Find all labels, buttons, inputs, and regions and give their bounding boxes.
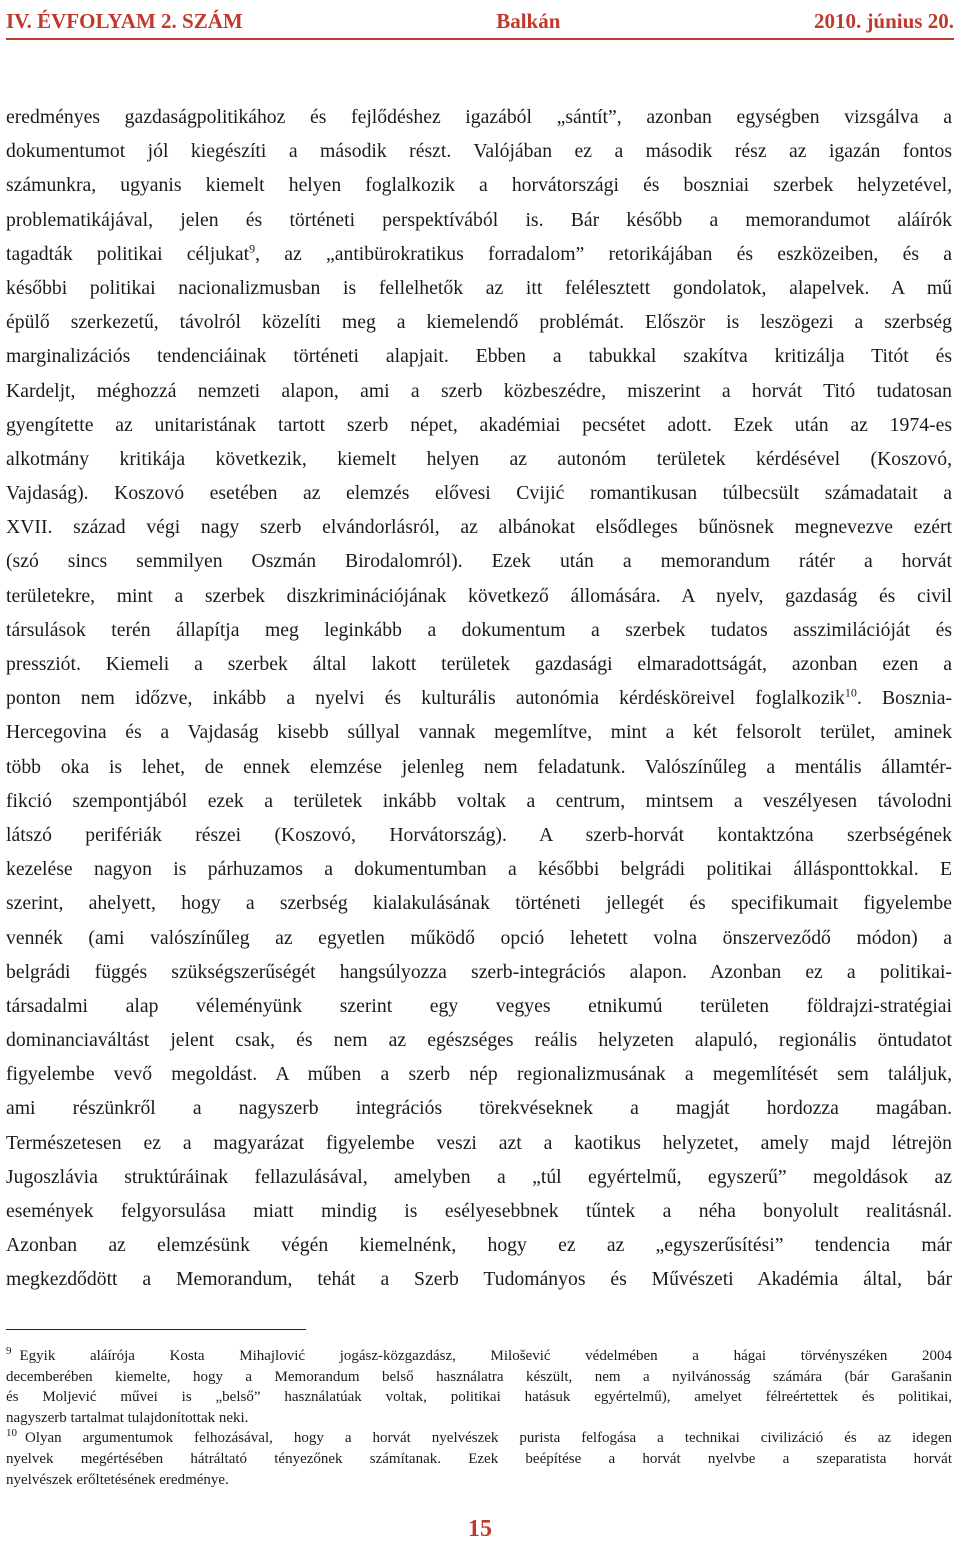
body-line: Hercegovina és a Vajdaság kisebb súllyal vannak megemlítve, mint a két felsorolt terület, aminek bbox=[6, 721, 952, 744]
body-text-fragment: . Bosznia- bbox=[856, 687, 953, 710]
footnote-line bbox=[6, 1449, 952, 1470]
body-text-fragment: ponton nem időzve, inkább a nyelvi és kulturális autonómia kérdésköreivel foglalkozik bbox=[6, 687, 845, 710]
section-label: Balkán bbox=[496, 8, 561, 33]
body-line: vennék (ami valószínűleg az egyetlen működő opció lehetett volna önszerveződő módon) a bbox=[6, 926, 952, 949]
body-line: területekre, mint a szerbek diszkriminációjának következő állomására. A nyelv, gazdaság és civil bbox=[6, 584, 952, 607]
body-line: problematikájával, jelen és történeti perspektívából is. Bár később a memorandumot aláírók bbox=[6, 208, 952, 231]
body-line: épülő szerkezetű, távolról közelíti meg a kiemelendő problémát. Először is leszögezi a szerbség bbox=[6, 311, 952, 334]
body-line: társadalmi alap véleményünk szerint egy vegyes etnikumú területen földrajzi-stratégiai bbox=[6, 994, 952, 1017]
body-line: több oka is lehet, de ennek elemzése jelenleg nem feladatunk. Valószínűleg a mentális államtér- bbox=[6, 755, 952, 778]
body-line: Vajdaság). Koszovó esetében az elemzés elővesi Cvijić romantikusan túlbecsült számadatait a bbox=[6, 482, 952, 505]
footnotes bbox=[6, 1346, 952, 1490]
body-line: dominanciaváltást jelent csak, és nem az egészséges reális helyzeten alapuló, regionális öntudatot bbox=[6, 1029, 952, 1052]
body-text-fragment: , az „antibürokratikus forradalom” retorikájában és eszközeiben, és a bbox=[255, 242, 952, 265]
footnote-line bbox=[6, 1346, 952, 1367]
footnote-line bbox=[6, 1470, 952, 1491]
body-line: megkezdődött a Memorandum, tehát a Szerb Tudományos és Művészeti Akadémia által, bár bbox=[6, 1268, 952, 1291]
footnote-text: nyelvészek erőltetésének eredménye. bbox=[6, 1471, 229, 1488]
footnote-line bbox=[6, 1367, 952, 1388]
page-number: 15 bbox=[468, 1516, 492, 1542]
body-line: szerint, ahelyett, hogy a szerbség kialakulásának történeti jellegét és specifikumait figyelembe bbox=[6, 892, 952, 915]
body-line: látszó perifériák részei (Koszovó, Horvátország). A szerb-horvát kontaktzóna szerbségének bbox=[6, 823, 952, 846]
body-line: számunkra, ugyanis kiemelt helyen foglalkozik a horvátországi és boszniai szerbek helyzetével, bbox=[6, 174, 952, 197]
body-line: társulások terén állapítja meg leginkább a dokumentum a szerbek tudatos asszimilációját és bbox=[6, 618, 952, 641]
body-line: marginalizációs tendenciáinak történeti alapjait. Ebben a tabukkal szakítva kritizálja Titót és bbox=[6, 345, 952, 368]
running-header bbox=[6, 6, 954, 36]
body-line: Természetesen ez a magyarázat figyelembe veszi azt a kaotikus helyzetet, amely majd létrejön bbox=[6, 1131, 952, 1154]
footnote-text: Olyan argumentumok felhozásával, hogy a horvát nyelvészek purista felfogása a technikai civilizáció és az idegen bbox=[25, 1430, 952, 1447]
footnote-text: Egyik aláírója Kosta Mihajlović jogász-közgazdász, Milošević védelmében a hágai törvényszéken 2004 bbox=[19, 1348, 952, 1364]
body-line: későbbi politikai nacionalizmusban is fellelhetők az itt felélesztett gondolatok, alapelvek. A mű bbox=[6, 276, 952, 299]
body-line: dokumentumot jól kiegészíti a második részt. Valójában ez a második rész az igazán fontos bbox=[6, 140, 952, 163]
footnote-line bbox=[6, 1428, 952, 1449]
body-line: kezelése nagyon is párhuzamos a dokumentumban a későbbi belgrádi politikai állásponttokkal. E bbox=[6, 858, 952, 881]
footnote-reference[interactable]: 9 bbox=[249, 241, 256, 256]
body-line: alkotmány kritikája következik, kiemelt helyen az autonóm területek kérdésével (Koszovó, bbox=[6, 447, 952, 470]
footnote-separator bbox=[6, 1329, 306, 1330]
body-line: belgrádi függés szükségszerűségét hangsúlyozza szerb-integrációs alapon. Azonban ez a politikai- bbox=[6, 960, 952, 983]
footnote-line bbox=[6, 1408, 952, 1429]
body-line: (szó sincs semmilyen Oszmán Birodalomról). Ezek után a memorandum rátér a horvát bbox=[6, 550, 952, 573]
header-rule bbox=[6, 38, 954, 40]
footnote-number: 9 bbox=[6, 1345, 12, 1357]
date-label: 2010. június 20. bbox=[813, 8, 954, 33]
body-line: gyengítette az unitaristának tartott szerb népet, akadémiai pecsétet adott. Ezek után az 1974-es bbox=[6, 413, 952, 436]
body-line: események felgyorsulása miatt mindig is esélyesebbnek tűntek a néha bonyolult realitásnál. bbox=[6, 1200, 952, 1222]
body-text-fragment: tagadták politikai céljukat bbox=[6, 242, 250, 265]
footnote-text: és Moljević művei is „belső” használatúak voltak, politikai hatásuk egyértelmű), amelyet félreértettek és politikai, bbox=[6, 1389, 952, 1406]
body-line: Jugoszlávia struktúráinak fellazulásával, amelyben a „túl egyértelmű, egyszerű” megoldások az bbox=[6, 1165, 952, 1188]
body-line: eredményes gazdaságpolitikához és fejlődéshez igazából „sántít”, azonban egységben vizsgálva a bbox=[6, 106, 952, 128]
footnote-text: nagyszerb tartalmat tulajdonítottak neki. bbox=[6, 1409, 249, 1426]
body-line: ami részünkről a nagyszerb integrációs törekvéseknek a magját hordozza magában. bbox=[6, 1097, 952, 1120]
body-line bbox=[6, 237, 952, 271]
body-line: Kardeljt, méghozzá nemzeti alapon, ami a szerb közbeszédre, miszerint a horvát Titó tudatosan bbox=[6, 379, 952, 402]
body-line: figyelembe vevő megoldást. A műben a szerb nép regionalizmusának a megemlítését sem találjuk, bbox=[6, 1063, 952, 1086]
footnote-text: nyelvek megértésében hátráltató tényezőnek számítanak. Ezek beépítése a horvát nyelvbe a szeparatista horvát bbox=[6, 1450, 952, 1467]
footnote-reference[interactable]: 10 bbox=[844, 685, 857, 700]
footnote-text: decemberében kiemelte, hogy a Memorandum belső használatra készült, nem a nyilvánosság számára (bár Garašanin bbox=[6, 1368, 952, 1385]
body-line bbox=[6, 681, 952, 715]
body-line: fikció szempontjából ezek a területek inkább voltak a centrum, mintsem a veszélyesen távolodni bbox=[6, 789, 952, 812]
body-line: XVII. század végi nagy szerb elvándorlásról, az albánokat elsődleges bűnösnek megnevezve ezért bbox=[6, 516, 952, 539]
issue-label: IV. ÉVFOLYAM 2. SZÁM bbox=[6, 8, 243, 33]
footnote-number: 10 bbox=[6, 1427, 17, 1440]
body-line: Azonban az elemzésünk végén kiemelnénk, hogy ez az „egyszerűsítési” tendencia már bbox=[6, 1234, 952, 1257]
footnote-line bbox=[6, 1387, 952, 1408]
body-line: pressziót. Kiemeli a szerbek által lakott területek gazdasági elmaradottságát, azonban ezen a bbox=[6, 653, 952, 675]
body-text bbox=[6, 100, 952, 1297]
